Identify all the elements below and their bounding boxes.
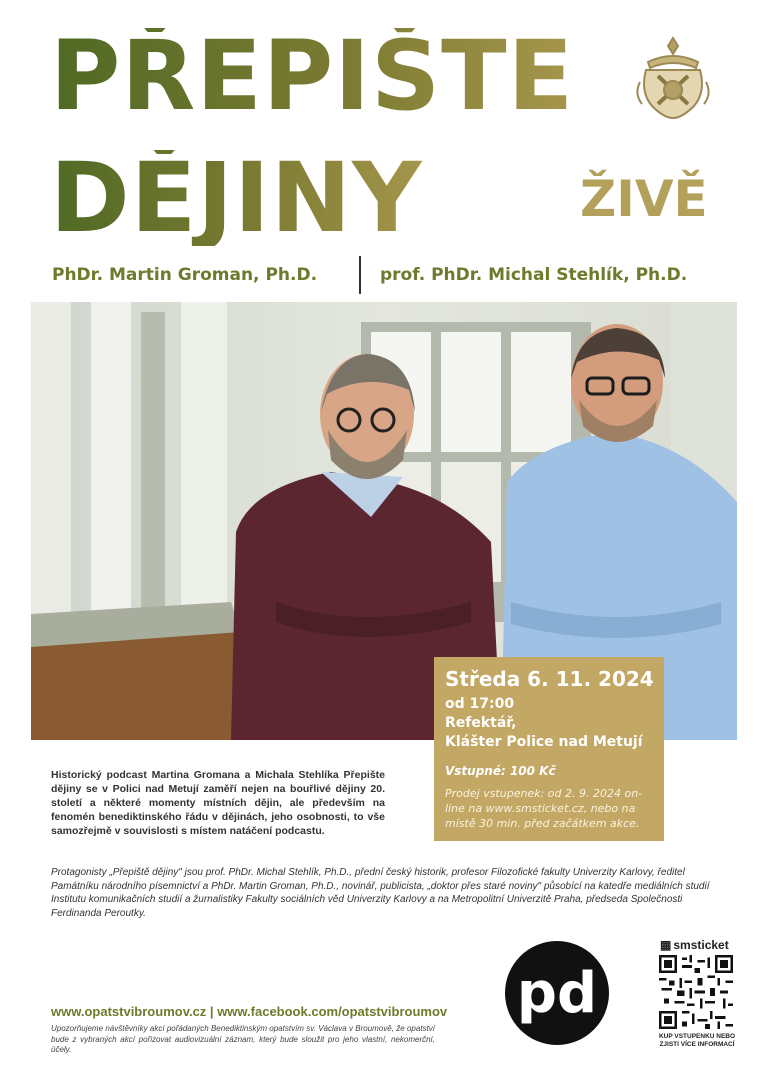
event-date: Středa 6. 11. 2024 xyxy=(445,667,654,691)
ticket-icon: ▦ xyxy=(660,938,672,952)
podcast-description: Historický podcast Martina Gromana a Michala Stehlíka Přepište dějiny se v Polici nad Metují zaměří nejen na bouřlivé dějiny 20. století a některé momenty místních dějin, ale především na fenomén benediktinského řádu v dějinách, jeho osobnosti, to vše samozřejmě v souvislosti s místem natáčení podcastu. xyxy=(51,769,385,837)
smsticket-brand xyxy=(660,938,729,952)
ticket-sale-info: Prodej vstupenek: od 2. 9. 2024 on-line na www.smsticket.cz, nebo na místě 30 min. před začátkem akce. xyxy=(445,787,643,830)
speaker-divider xyxy=(359,256,361,294)
qr-code[interactable] xyxy=(659,955,733,1029)
smsticket-brand-label: smsticket xyxy=(673,938,729,952)
live-label: ŽIVĚ xyxy=(580,170,708,228)
facebook-link[interactable]: www.facebook.com/opatstvibroumov xyxy=(217,1004,448,1019)
event-venue-line1: Refektář, xyxy=(445,715,517,731)
protagonists-info: Protagonisty „Přepiště dějiny" jsou prof. PhDr. Michal Stehlík, Ph.D., přední český historik, profesor Filozofické fakulty Univerzity Karlovy, ředitel Památníku národního písemnictví a PhDr. Martin Groman, Ph.D., novinář, publicista, „doktor přes staré noviny" působící na katedře mediálních studií Institutu komunikačních studií a žurnalistiky Fakulty sociálních věd Univerzity Karlovy a na Metropolitní Univerzitě Praha, předseda Společnosti Ferdinanda Peroutky. xyxy=(51,867,710,919)
event-info-box xyxy=(434,657,664,841)
event-time: od 17:00 xyxy=(445,696,515,712)
qr-caption: KUP VSTUPENKU NEBO ZJISTI VÍCE INFORMACÍ xyxy=(658,1033,736,1048)
poster-title-line1: PŘEPIŠTE xyxy=(50,20,575,132)
footer-link-separator: | xyxy=(209,1004,214,1019)
website-link[interactable]: www.opatstvibroumov.cz xyxy=(51,1004,207,1019)
poster-title-line2: DĚJINY xyxy=(50,142,423,254)
podcast-logo-text: pd xyxy=(516,961,598,1026)
recording-notice: Upozorňujeme návštěvníky akcí pořádaných Benediktinským opatstvím sv. Václava v Broumově, že opatství bude z vybraných akcí pořizovat audiovizuální záznam, který bude sloužit pro jeho vlastní, nekomerční, účely. xyxy=(51,1024,435,1054)
footer-links xyxy=(51,1004,447,1019)
speaker-stehlik: prof. PhDr. Michal Stehlík, Ph.D. xyxy=(380,265,688,285)
event-venue-line2: Klášter Police nad Metují xyxy=(445,734,643,750)
speaker-groman: PhDr. Martin Groman, Ph.D. xyxy=(52,265,318,285)
abbey-crest-icon xyxy=(632,32,714,122)
podcast-logo xyxy=(504,940,610,1046)
event-price: Vstupné: 100 Kč xyxy=(445,764,556,778)
